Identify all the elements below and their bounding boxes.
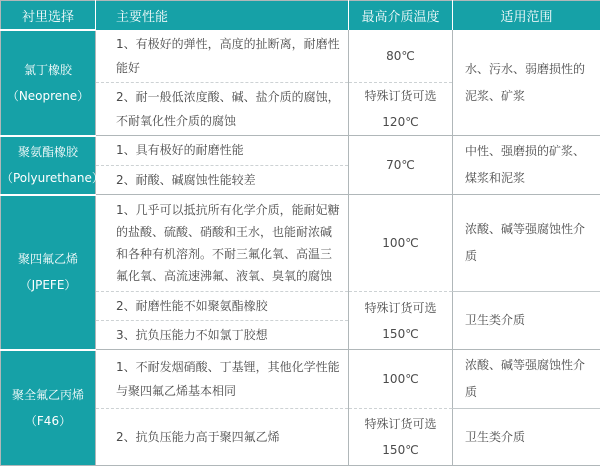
performance-cell: 1、具有极好的耐磨性能 [96,136,349,166]
temperature-cell: 70℃ [349,136,453,195]
material-cell [1,350,96,466]
material-name: 聚全氟乙丙烯 [1,382,95,408]
header-lining: 衬里选择 [1,1,96,31]
performance-cell: 1、有极好的弹性，高度的扯断离，耐磨性能好 [96,30,349,83]
temperature-cell: 80℃ [349,30,453,83]
range-cell: 水、污水、弱磨损性的泥浆、矿浆 [453,30,600,136]
range-cell: 浓酸、碱等强腐蚀性介质 [453,195,600,292]
material-name: 聚氨酯橡胶 [1,139,95,165]
material-name-en: （JPEFE） [1,272,95,298]
range-cell: 卫生类介质 [453,409,600,466]
material-name-en: （Polyurethane） [1,165,95,191]
material-name: 聚四氟乙烯 [1,246,95,272]
performance-cell: 1、不耐发烟硝酸、丁基锂，其他化学性能与聚四氟乙烯基本相同 [96,350,349,409]
header-range: 适用范围 [453,1,600,31]
material-name: 氯丁橡胶 [1,57,95,83]
material-name-en: （Neoprene） [1,83,95,109]
temperature-cell: 特殊订货可选 150℃ [349,292,453,350]
material-cell [1,30,96,136]
range-cell: 卫生类介质 [453,292,600,350]
range-cell: 中性、强磨损的矿浆、煤浆和泥浆 [453,136,600,195]
performance-cell: 2、耐磨性能不如聚氨酯橡胶 [96,292,349,321]
material-cell [1,195,96,350]
temperature-cell: 特殊订货可选 120℃ [349,83,453,136]
performance-cell: 2、抗负压能力高于聚四氟乙烯 [96,409,349,466]
temperature-cell: 特殊订货可选 150℃ [349,409,453,466]
header-performance: 主要性能 [96,1,349,31]
performance-cell: 1、几乎可以抵抗所有化学介质，能耐妃糖的盐酸、硫酸、硝酸和王水，也能耐浓碱和各种有机溶剂。不耐三氟化氧、高温三氟化氧、高流速沸氟、液氧、臭氧的腐蚀 [96,195,349,292]
temperature-cell: 100℃ [349,350,453,409]
material-name-en: （F46） [1,408,95,434]
material-cell [1,136,96,195]
temperature-cell: 100℃ [349,195,453,292]
performance-cell: 2、耐一般低浓度酸、碱、盐介质的腐蚀，不耐氧化性介质的腐蚀 [96,83,349,136]
range-cell: 浓酸、碱等强腐蚀性介质 [453,350,600,409]
performance-cell: 3、抗负压能力不如氯丁胶想 [96,321,349,350]
header-max-temp: 最高介质温度 [349,1,453,31]
performance-cell: 2、耐酸、碱腐蚀性能较差 [96,165,349,195]
